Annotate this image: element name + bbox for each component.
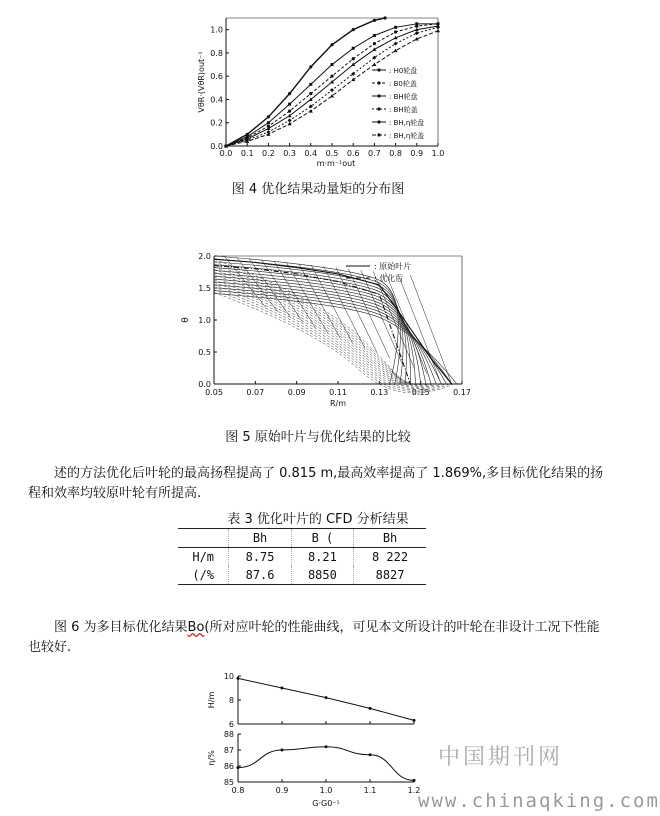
data-point: [309, 92, 312, 95]
watermark-url: www.chinaqking.com: [418, 790, 660, 812]
mesh-line: [214, 273, 421, 384]
data-point: [237, 766, 240, 769]
x-tick-label: 0.6: [346, 149, 360, 158]
series-line: [214, 259, 452, 384]
y-tick-label: 0.0: [210, 142, 223, 151]
y-tick-label: 86: [223, 762, 234, 771]
table-cell: 8827: [354, 566, 426, 585]
y-tick-label: 0.0: [198, 380, 211, 389]
table-3: [178, 528, 426, 585]
y-tick-label: 0.8: [210, 48, 223, 58]
x-tick-label: 0.4: [304, 149, 318, 158]
data-point: [330, 43, 333, 46]
data-point: [352, 28, 355, 31]
data-point: [369, 707, 372, 710]
table-cell: 8.21: [291, 548, 353, 567]
mesh-line: [214, 293, 457, 384]
legend-label: : BH轮盖: [389, 106, 418, 114]
table-3-title: 表 3 优化叶片的 CFD 分析结果: [227, 512, 409, 527]
legend-label: : H0轮盘: [389, 67, 418, 75]
series-line: [238, 747, 414, 781]
figure-4-caption: 图 4 优化结果动量矩的分布图: [231, 182, 405, 197]
legend-label: : BH,η轮盖: [389, 132, 425, 140]
data-point: [331, 63, 334, 66]
data-point: [309, 83, 312, 86]
x-tick-label: 0.05: [205, 388, 223, 397]
paragraph-2-text-a: 图 6 为多目标优化结果: [54, 620, 188, 635]
y-axis-label: VθR·(VθR)out⁻¹: [197, 51, 206, 113]
data-point: [437, 22, 440, 25]
y-tick-label: 85: [223, 778, 234, 787]
legend-marker: [377, 94, 380, 97]
figure-4-chart: [196, 8, 456, 168]
y-tick-label: 88: [223, 730, 234, 739]
data-point: [330, 88, 334, 92]
y-tick-label: 2.0: [198, 252, 211, 261]
x-tick-label: 1.0: [319, 786, 333, 795]
x-tick-label: 0.07: [246, 388, 265, 397]
y-tick-label: 10: [223, 672, 234, 681]
x-tick-label: 0.0: [219, 149, 233, 158]
table-cell: 8.75: [229, 548, 291, 567]
table-cell: H/m: [192, 550, 215, 564]
y-tick-label: 6: [228, 720, 234, 729]
x-axis-label: G·G0⁻¹: [312, 799, 340, 808]
data-point: [325, 696, 328, 699]
x-tick-label: 0.7: [368, 149, 381, 158]
data-point: [330, 75, 333, 78]
y-tick-label: 0.5: [198, 348, 211, 357]
series-line: [238, 678, 414, 720]
table-row: [178, 548, 426, 567]
x-tick-label: 0.15: [411, 388, 430, 397]
legend-marker: [377, 133, 380, 136]
data-point: [436, 29, 440, 33]
blade-mesh: [214, 256, 457, 393]
mesh-line: [324, 266, 365, 348]
data-point: [373, 42, 376, 45]
data-point: [288, 118, 292, 122]
mesh-line: [214, 268, 410, 384]
data-point: [415, 22, 418, 25]
legend-label: : BH,η轮盘: [389, 119, 425, 127]
legend-marker: [377, 81, 380, 84]
data-point: [281, 687, 284, 690]
series-line: [226, 18, 385, 146]
legend-marker: [377, 120, 380, 123]
table-cell: 87.6: [229, 566, 291, 585]
data-point: [383, 16, 386, 19]
y-tick-label: 0.4: [210, 95, 223, 105]
x-tick-label: 0.8: [231, 786, 245, 795]
mesh-line: [373, 271, 414, 368]
body-paragraph-1: 述的方法优化后叶轮的最高扬程提高了 0.815 m,最高效率提高了 1.869%,多目标优化结果的扬程和效率均较原叶轮有所提高.: [28, 466, 604, 501]
paragraph-2-text-c: (所对应叶轮的性能曲线，可见本文所设计的叶轮在非设计工况下性能也较好.: [28, 620, 600, 655]
data-point: [394, 26, 397, 29]
y-tick-label: 8: [228, 696, 234, 705]
table-header-cell: [178, 529, 229, 548]
figure-5-chart: [178, 250, 471, 418]
figure-5-caption: 图 5 原始叶片与优化结果的比较: [225, 430, 411, 445]
data-point: [288, 109, 291, 112]
table-cell: (/%: [178, 566, 229, 585]
legend-label: : 原始叶片: [374, 262, 412, 271]
table-header-cell: B (: [291, 529, 353, 548]
table-header-cell: Bh: [229, 529, 291, 548]
legend-label: : B0轮盖: [389, 80, 417, 88]
data-point: [352, 57, 355, 60]
x-tick-label: 0.11: [329, 388, 347, 397]
x-tick-label: 0.2: [262, 149, 275, 158]
data-point: [309, 65, 312, 68]
data-point: [352, 47, 355, 50]
x-axis-label: R/m: [329, 399, 347, 408]
table-row: [178, 566, 426, 585]
data-point: [288, 103, 291, 106]
x-tick-label: 0.17: [453, 388, 471, 397]
y-axis-label: H/m: [207, 691, 216, 709]
y-tick-label: 1.0: [198, 316, 211, 325]
x-axis-label: m·m⁻¹out: [316, 159, 356, 168]
y-tick-label: 0.2: [210, 118, 223, 128]
x-tick-label: 0.1: [240, 149, 254, 158]
x-tick-label: 0.9: [410, 149, 424, 158]
data-point: [267, 121, 270, 124]
legend-marker: [377, 107, 380, 110]
data-point: [267, 115, 270, 118]
x-tick-label: 0.8: [389, 149, 402, 158]
table-header-cell: Bh: [354, 529, 426, 548]
watermark-logo: 中国期刊网: [438, 745, 564, 770]
data-point: [373, 34, 376, 37]
data-point: [373, 19, 376, 22]
y-tick-label: 1.0: [210, 25, 223, 35]
y-tick-label: 87: [223, 746, 234, 755]
data-point: [394, 30, 397, 33]
data-point: [246, 135, 249, 138]
y-tick-label: 0.6: [210, 72, 223, 82]
data-point: [325, 745, 328, 748]
x-tick-label: 0.3: [283, 149, 296, 158]
data-point: [415, 31, 419, 35]
body-paragraph-2: [28, 618, 608, 658]
y-tick-label: 1.5: [198, 284, 211, 293]
data-point: [281, 749, 284, 752]
data-point: [288, 122, 292, 126]
x-tick-label: 0.13: [370, 388, 389, 397]
legend-label: : 优化后: [374, 274, 404, 283]
mesh-line: [214, 276, 426, 384]
legend-marker: [377, 68, 380, 71]
mesh-line: [249, 259, 290, 318]
figure-6-chart: [196, 664, 436, 812]
data-point: [309, 109, 313, 113]
y-axis-label: θ: [181, 317, 191, 323]
data-point: [369, 753, 372, 756]
legend-label: : BH轮盘: [389, 93, 418, 101]
table-cell: 8850: [291, 566, 353, 585]
y-axis-label: η/%: [207, 750, 216, 766]
paragraph-2-symbol: Bo: [187, 620, 205, 635]
x-tick-label: 1.2: [407, 786, 421, 795]
x-tick-label: 0.09: [287, 388, 306, 397]
x-tick-label: 0.9: [275, 786, 289, 795]
data-point: [237, 677, 240, 680]
data-point: [394, 49, 398, 53]
table-cell: 8 222: [354, 548, 426, 567]
x-tick-label: 0.5: [325, 149, 339, 158]
mesh-line: [336, 268, 377, 354]
x-tick-label: 1.0: [431, 149, 445, 158]
data-point: [372, 63, 376, 67]
x-tick-label: 1.1: [363, 786, 377, 795]
mesh-line: [224, 256, 265, 307]
data-point: [288, 92, 291, 95]
mesh-line: [410, 275, 451, 384]
